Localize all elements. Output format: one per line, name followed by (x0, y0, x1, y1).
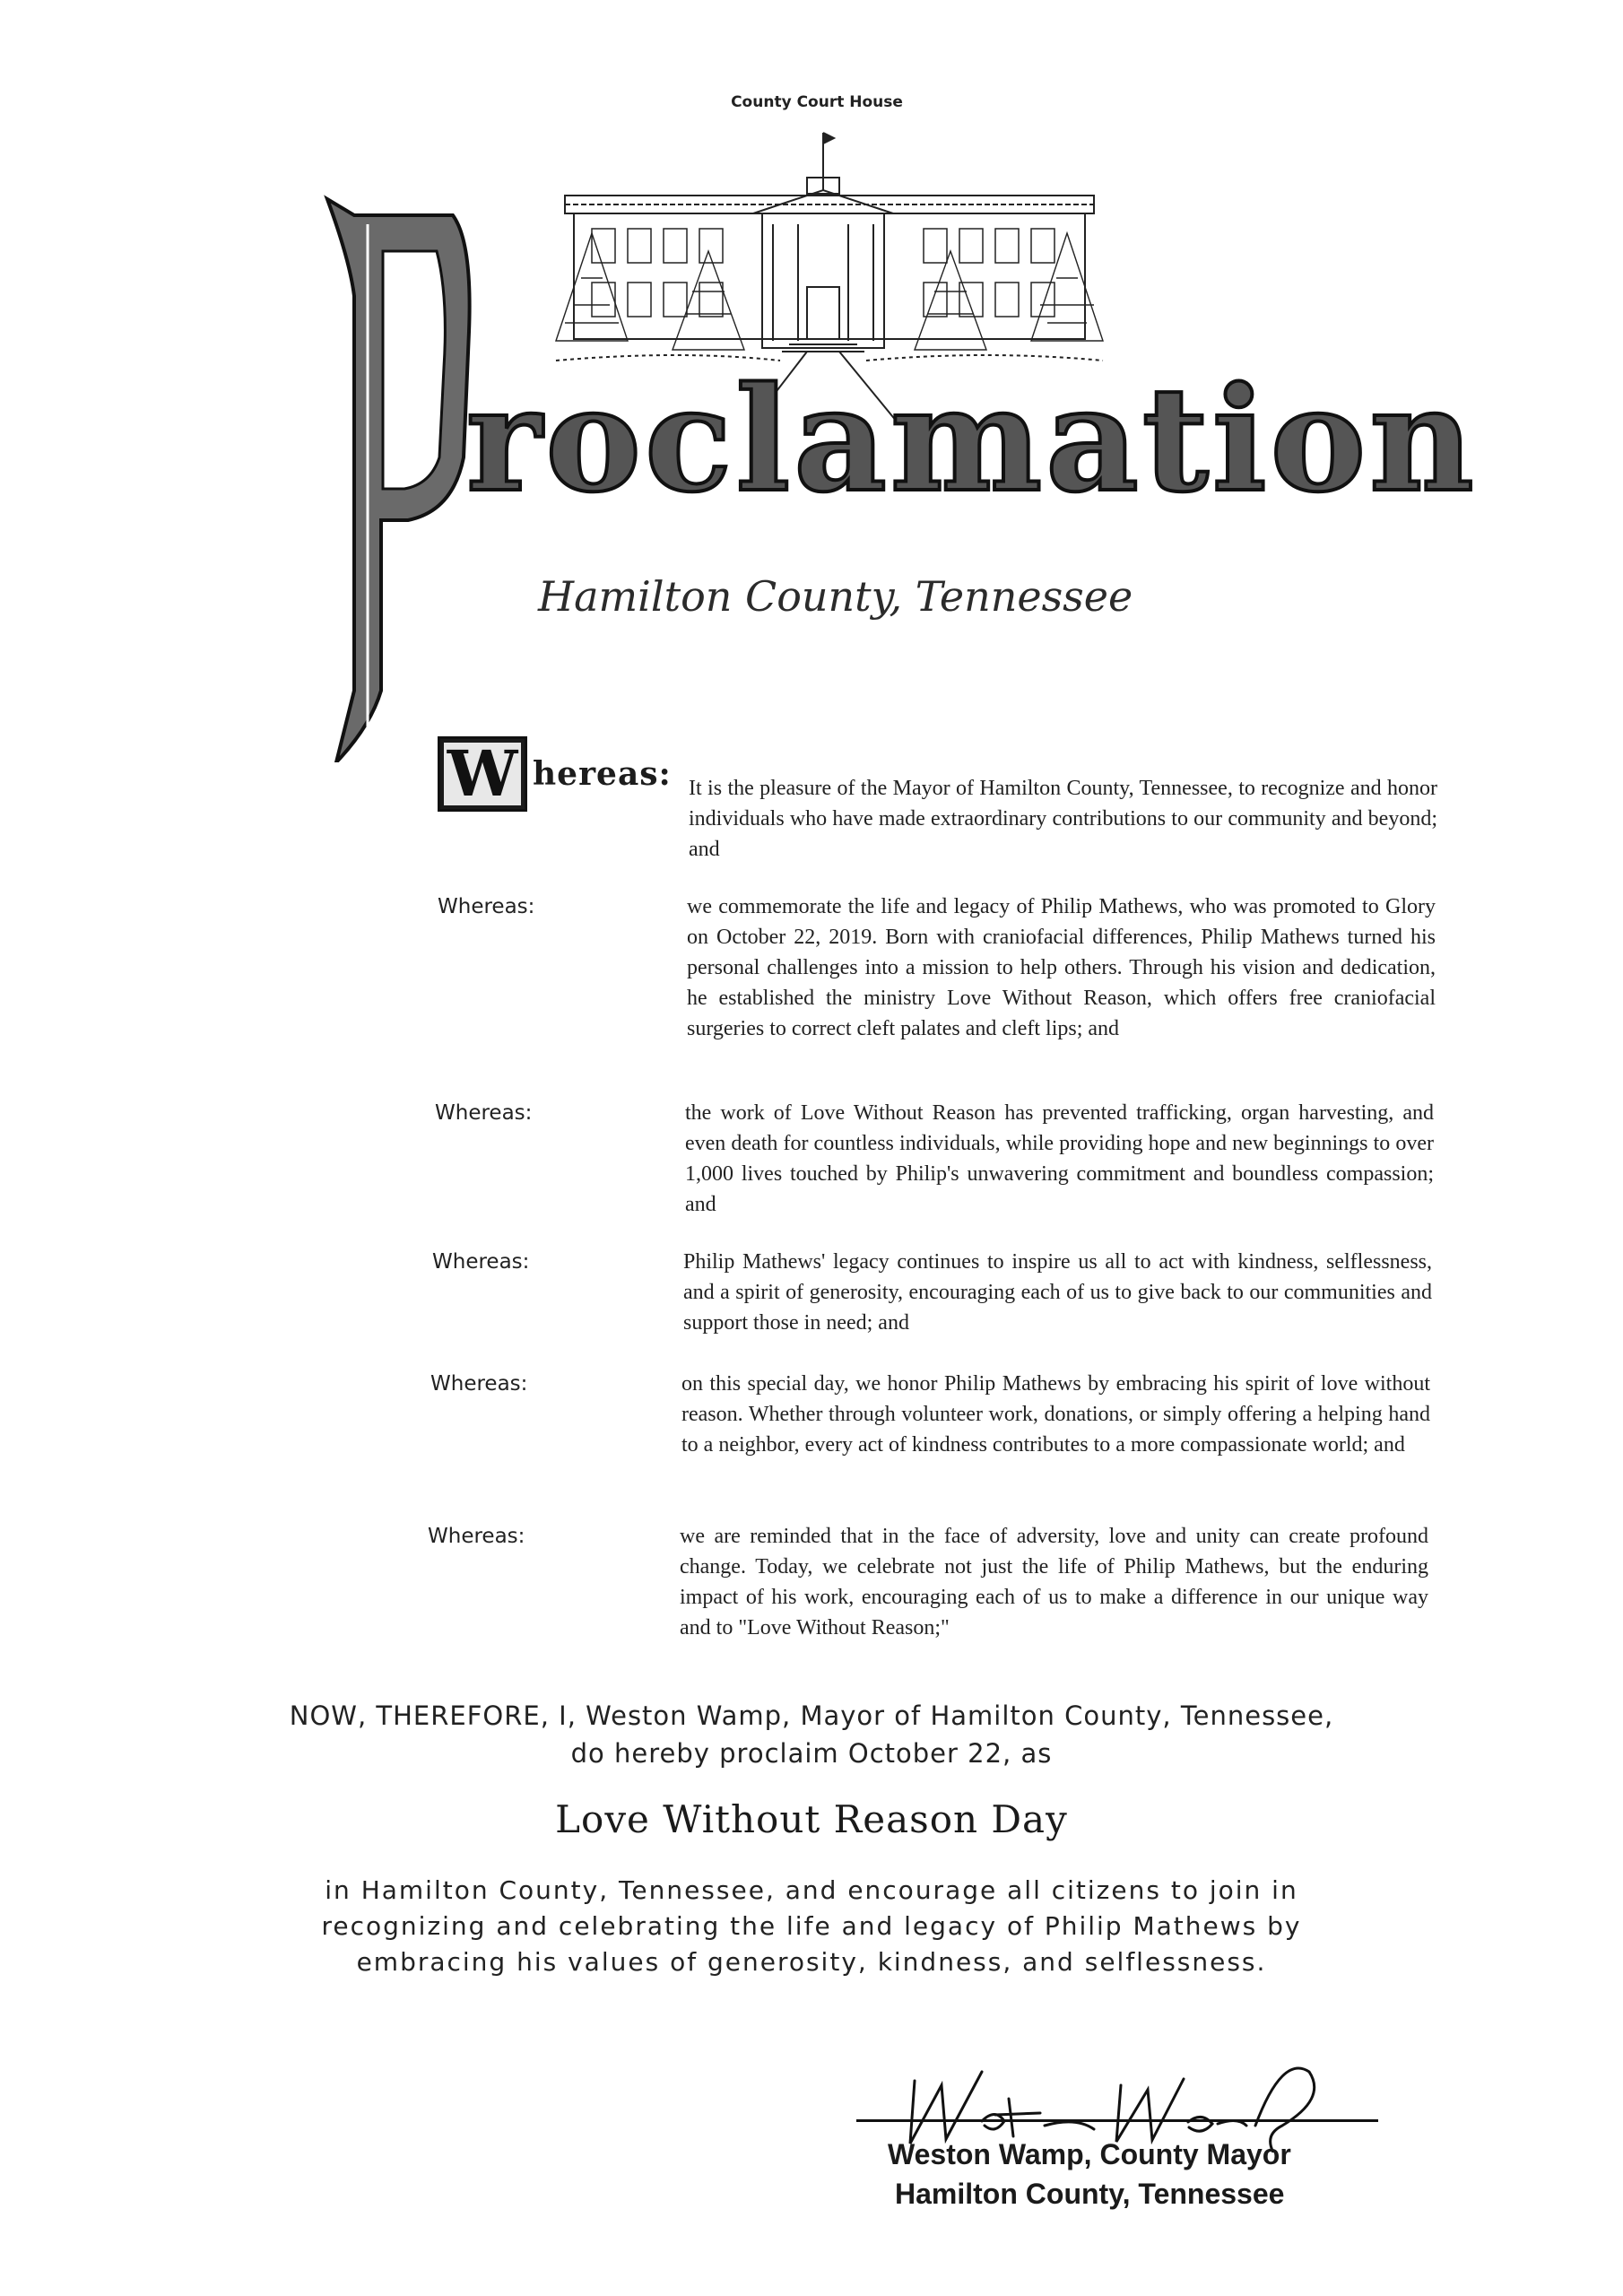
whereas-label-ornate (438, 735, 672, 813)
now-therefore-line: NOW, THEREFORE, I, Weston Wamp, Mayor of Hamilton County, Tennessee, (289, 1700, 1334, 1731)
signer-office: Hamilton County, Tennessee (895, 2178, 1285, 2210)
whereas-text-3: the work of Love Without Reason has prevented trafficking, organ harvesting, and even death for countless individuals, while providing hope and new beginnings to over 1,000 lives touched by Philip's unwavering commitment and boundless compassion; and (685, 1101, 1434, 1216)
whereas-label-3: Whereas: (435, 1101, 533, 1125)
whereas-text-2: we commemorate the life and legacy of Philip Mathews, who was promoted to Glory on October 22, 2019. Born with craniofacial differences, Philip Mathews turned his personal challenges into a mission to help others. Through his vision and dedication, he established the ministry Love Without Reason, which offers free craniofacial surgeries to correct cleft palates and cleft lips; and (687, 895, 1436, 1040)
building-caption: County Court House (731, 93, 903, 111)
signer-name: Weston Wamp, County Mayor (888, 2138, 1291, 2170)
ornamental-p-initial (318, 188, 475, 762)
whereas-text-1: It is the pleasure of the Mayor of Hamilton County, Tennessee, to recognize and honor individuals who have made extraordinary contributions to our community and beyond; and (689, 777, 1437, 861)
whereas-label-5: Whereas: (430, 1372, 528, 1396)
whereas-text-4: Philip Mathews' legacy continues to inspire us all to act with kindness, selflessness, and a spirit of generosity, encouraging each of us to give back to our communities and support those in need; and (683, 1250, 1432, 1335)
whereas-text-6: we are reminded that in the face of adversity, love and unity can create profound change. Today, we celebrate not just the life of Philip Mathews, but the enduring impact of his work, encouraging each of us to make a difference in our unique way and to "Love Without Reason;" (680, 1525, 1428, 1639)
whereas-label-4: Whereas: (432, 1250, 530, 1274)
whereas-label-2: Whereas: (438, 895, 535, 918)
proclaimed-day-name: Love Without Reason Day (555, 1797, 1068, 1841)
closing-text: in Hamilton County, Tennessee, and encourage all citizens to join in recognizing and celebrating the life and legacy of Philip Mathews by embracing his values of generosity, kindness, and selflessness. (321, 1875, 1302, 1977)
ornamental-p-letter: P (318, 188, 319, 189)
whereas-label-6: Whereas: (428, 1525, 525, 1548)
signature-line (856, 2119, 1378, 2122)
whereas-text-5: on this special day, we honor Philip Mathews by embracing his spirit of love without reason. Whether through volunteer work, donations, or simply offering a helping hand to a neighbor, every act of kindness contributes to a more compassionate world; and (681, 1372, 1430, 1457)
page-title: roclamation (466, 355, 1478, 524)
proclaim-line: do hereby proclaim October 22, as (570, 1738, 1053, 1769)
page-subtitle: Hamilton County, Tennessee (538, 572, 1133, 621)
whereas-label-rest: hereas: (533, 755, 672, 793)
ornate-w-initial: W (438, 736, 527, 812)
handwritten-signature (861, 2036, 1381, 2152)
